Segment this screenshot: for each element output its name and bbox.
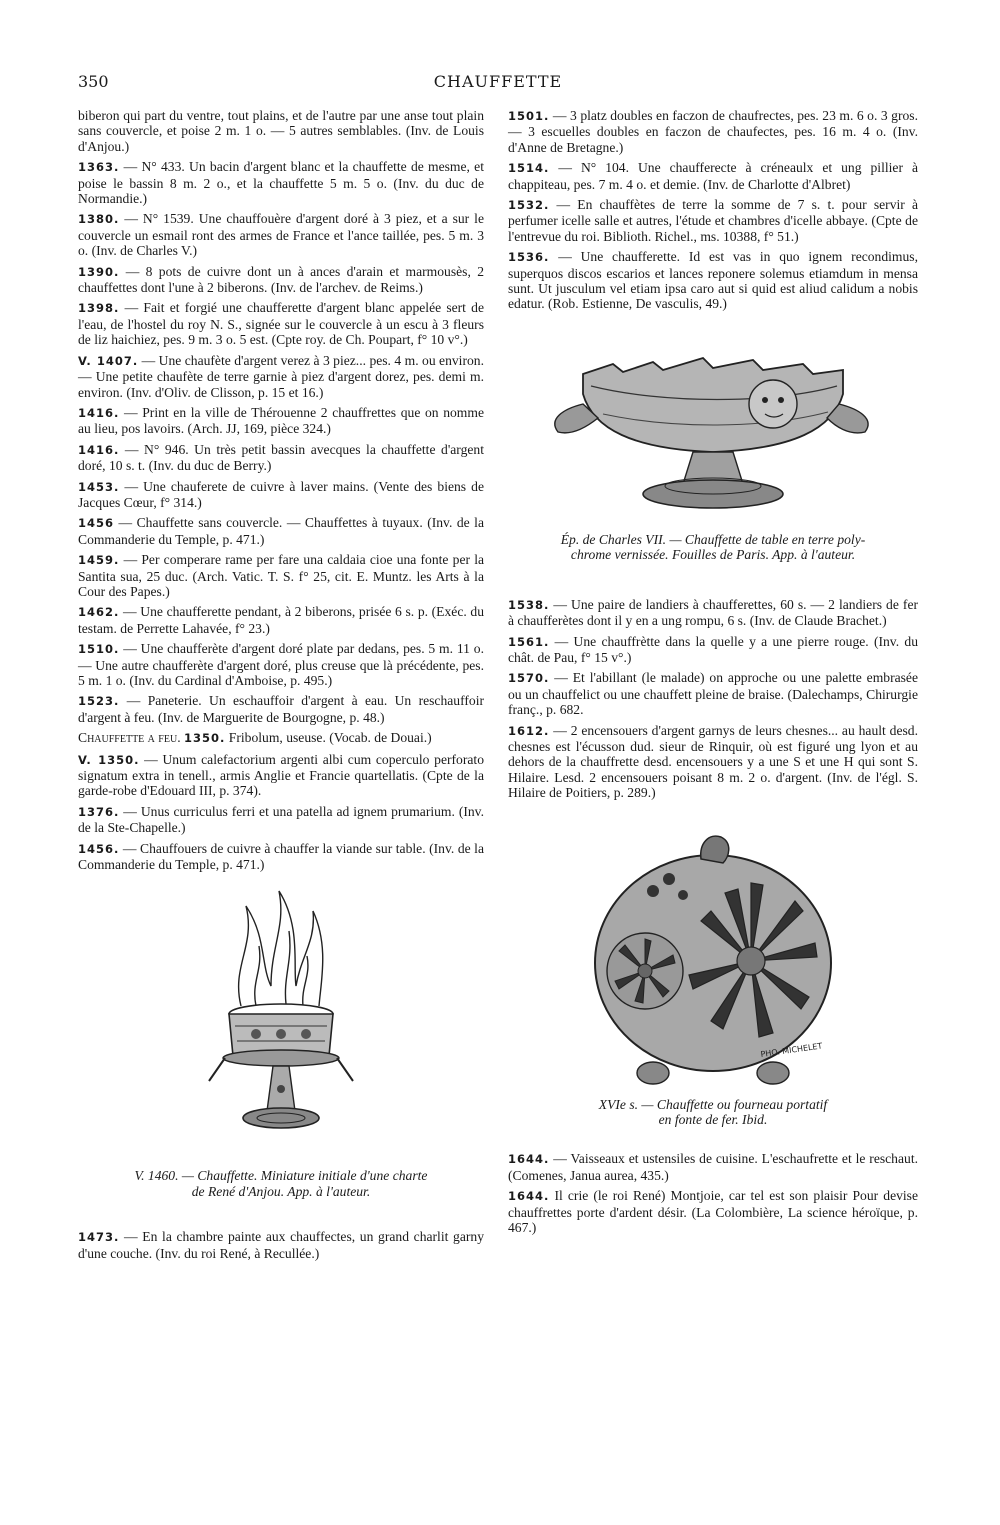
- table-chauffette-illustration: [543, 334, 883, 524]
- entry-1453: 1453. — Une chauferete de cuivre à laver mains. (Vente des biens de Jacques Cœur, f° 314.): [78, 478, 484, 510]
- entry-1407: V. 1407. — Une chaufète d'argent verez à 3 piez... pes. 4 m. ou environ. — Une petite chaufète de terre garnie à piez d'argent dorez, pes. demi m. environ. (Inv. d'Oliv. de Clisson, p. 15 et 16.): [78, 352, 484, 400]
- entry-1398: 1398. — Fait et forgié une chaufferette d'argent blanc appelée sert de l'eau, de l'hostel du roy N. S., signée sur le couvercle à un escu à 3 fleurs de liz haichiez, pes. 9 m. 3 o. 5 est. (Cpte roy. de Ch. Poupart, f° 10 v°.): [78, 300, 484, 348]
- entry-1459: 1459. — Per comperare rame per fare una caldaia cioe una fonte per la Santita sua, 25 duc. (Arch. Vatic. T. S. f° 25, cit. E. Muntz. les Arts à la Cour des Papes.): [78, 552, 484, 599]
- page-header: [78, 72, 918, 96]
- entry-1462: 1462. — Une chaufferette pendant, à 2 biberons, prisée 6 s. p. (Exéc. du testam. de Perrette Lahavée, f° 23.): [78, 604, 484, 636]
- entry-1612: 1612. — 2 encensouers d'argent garnys de leurs chesnes... au hault desd. chesnes est l'écusson dud. sieur de Rinquir, où est figuré ung lyon et au dehors de la chauffrette desd. encensouers y a une S et une H qui sont S. Hilaire. Lesd. 2 encensouers poisant 8 m. 2 o. d'argent. (Inv. de l'égl. S. Hilaire de Poitiers, p. 289.): [508, 722, 918, 801]
- figure-caption-1: V. 1460. — Chauffette. Miniature initiale d'une charte de René d'Anjou. App. à l'auteur.: [134, 1168, 428, 1199]
- entry-1514: 1514. — N° 104. Une chaufferecte à créneaulx et ung pillier à chappiteau, pes. 7 m. 4 o. et demie. (Inv. de Charlotte d'Albret): [508, 160, 918, 192]
- entry-1536: 1536. — Une chaufferette. Id est vas in quo ignem recondimus, superquos discos escarios et lances reponere solemus etiamdum in mensa sunt. Ut jusculum vel etiam ipsa caro aut si quid est aliud calidum a nobis edatur. (Rob. Estienne, De vasculis, 49.): [508, 249, 918, 312]
- left-column: [78, 108, 484, 1266]
- entry-1416a: 1416. — Print en la ville de Thérouenne 2 chauffrettes que on nomme au lieu, pos lavoirs. (Arch. JJ, 169, pièce 324.): [78, 404, 484, 437]
- page-number: 350: [78, 72, 109, 91]
- entry-1538: 1538. — Une paire de landiers à chaufferettes, 60 s. — 2 landiers de fer à chaufferètes dont il y en a ung rompu, 6 s. (Inv. de Claude Brachet.): [508, 596, 918, 629]
- entry-1523: 1523. — Paneterie. Un eschauffoir d'argent à eau. Un reschauffoir d'argent à feu. (Inv. de Marguerite de Bourgogne, p. 48.): [78, 693, 484, 725]
- entry-1501: 1501. — 3 platz doubles en faczon de chaufrectes, pes. 23 m. 6 o. 3 gros. — 3 escuelles doubles en faczon de chaufectes, pes. 16 m. 4 o. (Inv. d'Anne de Bretagne.): [508, 108, 918, 155]
- entry-1570: 1570. — Et l'abillant (le malade) on approche ou une palette embrasée ou un chauffelict ou une chauffett pleine de braise. (Dalechamps, Chirurgie franç., p. 682.: [508, 670, 918, 718]
- right-column: [508, 108, 918, 1240]
- brazier-illustration: [201, 886, 361, 1156]
- entry-1456a: 1456 — Chauffette sans couvercle. — Chauffettes à tuyaux. (Inv. de la Commanderie du Temple, p. 471.): [78, 515, 484, 547]
- entry-1416b: 1416. — N° 946. Un très petit bassin avecques la chauffette d'argent doré, 10 s. t. (Inv. du duc de Berry.): [78, 441, 484, 474]
- entry-1473: 1473. — En la chambre painte aux chauffectes, un grand charlit garny d'une couche. (Inv. du roi René, à Recullée.): [78, 1229, 484, 1261]
- entry-v1350: V. 1350. — Unum calefactorium argenti albi cum coperculo perforato signatum extra in tenell., armis Anglie et Francie quartellatis. (Cpte de la garde-robe d'Edouard III, p. 374).: [78, 751, 484, 799]
- entry-continued: biberon qui part du ventre, tout plains, et de l'autre par une anse tout plain sans couvercle, et poise 2 m. 1 o. — 5 autres semblables. (Inv. de Louis d'Anjou.): [78, 108, 484, 154]
- figure-caption-3: XVIe s. — Chauffette ou fourneau portatif en fonte de fer. Ibid.: [598, 1096, 828, 1127]
- entry-1644b: 1644. Il crie (le roi René) Montjoie, car tel est son plaisir Pour devise chauffrettes porte d'ardent désir. (La Colombière, La science héroïque, p. 467.): [508, 1188, 918, 1235]
- engraver-signature: PHO. MICHELET: [760, 1040, 823, 1059]
- entry-1532: 1532. — En chauffètes de terre la somme de 7 s. t. pour servir à perfumer icelle salle et autres, l'étude et chambres d'icelle abbaye. (Cpte de l'entrevue du roi. Biblioth. Richel., ms. 10388, f° 51.): [508, 197, 918, 244]
- portable-stove-illustration: [573, 821, 853, 1091]
- entry-1561: 1561. — Une chauffrètte dans la quelle y a une pierre rouge. (Inv. du chât. de Pau, f° 15 v°.): [508, 633, 918, 665]
- entry-1456b: 1456. — Chauffouers de cuivre à chauffer la viande sur table. (Inv. de la Commanderie du Temple, p. 471.): [78, 840, 484, 873]
- entry-1510: 1510. — Une chaufferète d'argent doré plate par dedans, pes. 5 m. 11 o. — Une autre chaufferète d'argent doré, plus creuse que là précédente, pes. 5 m. 1 o. (Inv. du Cardinal d'Amboise, p. 495.): [78, 641, 484, 688]
- entry-1363: 1363. — N° 433. Un bacin d'argent blanc et la chauffette de mesme, et poise le bassin 8 m. 2 o., et la chauffette 5 m. 5 o. (Inv. du duc de Normandie.): [78, 159, 484, 207]
- running-title: CHAUFFETTE: [433, 72, 563, 91]
- entry-1376: 1376. — Unus curriculus ferri et una patella ad ignem prumarium. (Inv. de la Ste-Chapelle.): [78, 803, 484, 836]
- entry-1644a: 1644. — Vaisseaux et ustensiles de cuisine. L'eschaufrette et le reschaut. (Comenes, Janua aurea, 435.): [508, 1151, 918, 1183]
- entry-1380: 1380. — N° 1539. Une chauffouère d'argent doré à 3 piez, et a sur le couvercle un esmail ront des armes de France et l'ance taillée, pes. 5 m. 3 o. (Inv. de Charles V.): [78, 211, 484, 259]
- figure-caption-2: Ép. de Charles VII. — Chauffette de table en terre poly- chrome vernissée. Fouilles de Paris. App. à l'auteur.: [560, 531, 866, 563]
- entry-1390: 1390. — 8 pots de cuivre dont un à ances d'arain et marmousès, 2 chauffettes dont l'une à 2 biberons. (Inv. de l'archev. de Reims.): [78, 263, 484, 296]
- entry-chauffette-a-feu: Chauffette a feu. 1350. Fribolum, useuse. (Vocab. de Douai.): [78, 730, 432, 746]
